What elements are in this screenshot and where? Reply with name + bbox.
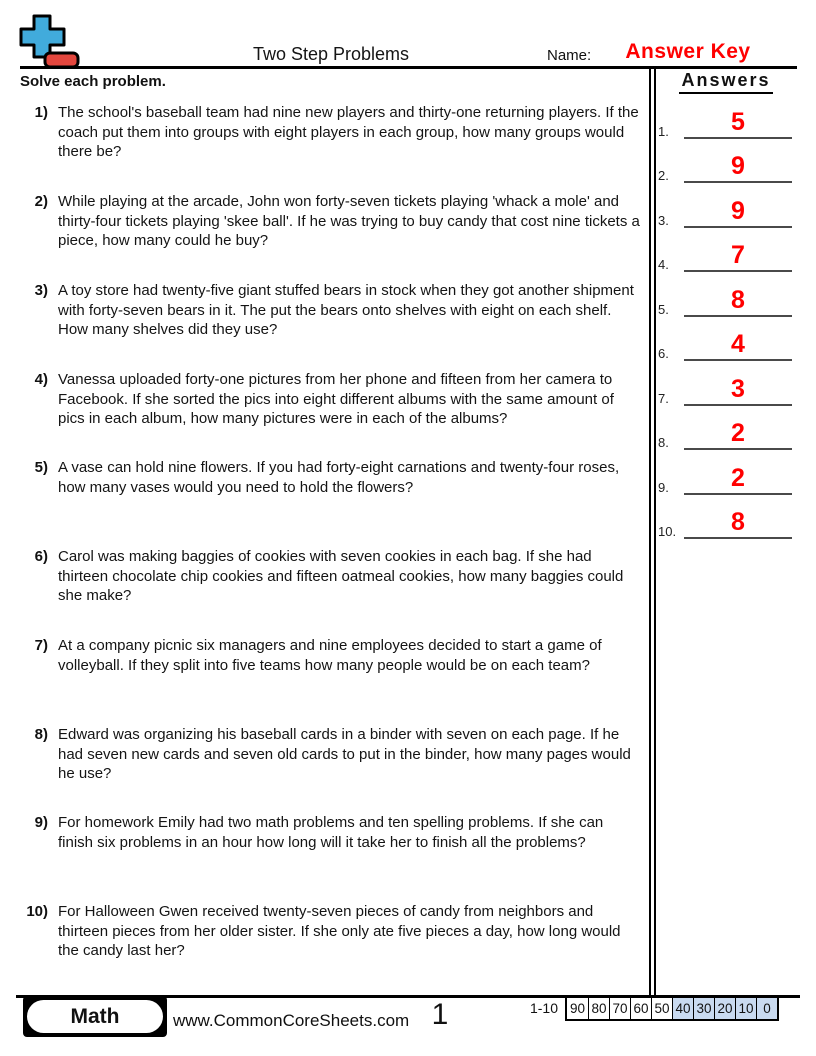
answer-key-text: Answer Key: [625, 40, 751, 63]
plus-minus-logo-icon: [18, 12, 82, 72]
answer-number: 1.: [658, 124, 669, 139]
problem-text: For Halloween Gwen received twenty-seven pieces of candy from neighbors and thirteen pieces from her older sister. If she only ate five pieces a day, how long would the candy last her?: [58, 903, 621, 959]
header-rule: [20, 66, 797, 69]
answer-row-9: [658, 465, 792, 495]
score-cell: 50: [651, 998, 672, 1019]
answer-value: 9: [731, 152, 745, 180]
problem-number: 5): [34, 459, 48, 476]
answer-number: 2.: [658, 168, 669, 183]
answer-row-6: [658, 331, 792, 361]
answer-row-2: [658, 153, 792, 183]
answer-value: 8: [731, 286, 745, 314]
answer-value: 2: [731, 464, 745, 492]
subject-label: Math: [27, 1000, 163, 1033]
answer-blank-line: [684, 110, 792, 139]
page-number: 1: [431, 998, 449, 1031]
answers-column-divider: [649, 67, 656, 996]
answer-value: 2: [731, 419, 745, 447]
problem-text: The school's baseball team had nine new players and thirty-one returning players. If the coach put them into groups with eight players in each group, how many groups would there be?: [58, 104, 639, 160]
problem-text: Vanessa uploaded forty-one pictures from her phone and fifteen from her camera to Facebook. If she sorted the pics into eight different albums with the same amount of pics in each album, how many pictures were in each of the albums?: [58, 371, 614, 427]
answer-blank-line: [684, 510, 792, 539]
problem-text: At a company picnic six managers and nine employees decided to start a game of volleyball. If they split into five teams how many people would be on each team?: [58, 637, 602, 674]
score-cell: 40: [672, 998, 693, 1019]
answer-row-4: [658, 242, 792, 272]
problem-number: 10): [26, 903, 48, 920]
name-label: Name:: [547, 47, 592, 64]
problem-text: For homework Emily had two math problems and ten spelling problems. If she can finish six problems in an hour how long will it take her to finish all the problems?: [58, 814, 604, 851]
answer-blank-line: [684, 199, 792, 228]
score-cell: 10: [735, 998, 756, 1019]
answers-heading: Answers: [655, 70, 797, 91]
answer-blank-line: [684, 332, 792, 361]
problem-text: A vase can hold nine flowers. If you had forty-eight carnations and twenty-four roses, how many vases would you need to hold the flowers?: [58, 459, 620, 496]
problem-number: 2): [34, 193, 48, 210]
problem-4: [20, 370, 642, 429]
answer-row-3: [658, 198, 792, 228]
answer-blank-line: [684, 154, 792, 183]
score-cell: 90: [569, 1001, 586, 1016]
score-cell: 0: [756, 998, 777, 1019]
problem-text: Edward was organizing his baseball cards in a binder with seven on each page. If he had seven new cards and seven old cards to put in the binder, how many pages would he use?: [58, 726, 631, 782]
problem-text: Carol was making baggies of cookies with seven cookies in each bag. If she had thirteen chocolate chip cookies and fifteen oatmeal cookies, how many baggies could she make?: [58, 548, 624, 604]
answer-row-10: [658, 509, 792, 539]
problem-number: 7): [34, 637, 48, 654]
problem-8: [20, 725, 642, 784]
score-cell: 60: [630, 998, 651, 1019]
answer-number: 3.: [658, 213, 669, 228]
score-range-label: 1-10: [529, 1000, 558, 1016]
website-url: www.CommonCoreSheets.com: [173, 1011, 410, 1030]
problem-9: [20, 813, 642, 852]
instruction-text: Solve each problem.: [20, 73, 166, 90]
answer-value: 8: [731, 508, 745, 536]
problem-6: [20, 547, 642, 606]
answer-value: 9: [731, 197, 745, 225]
problem-3: [20, 281, 642, 340]
problem-1: [20, 103, 642, 162]
answer-value: 5: [731, 108, 745, 136]
answer-blank-line: [684, 243, 792, 272]
problem-10: [20, 902, 642, 961]
problem-number: 3): [34, 282, 48, 299]
answer-number: 7.: [658, 391, 669, 406]
worksheet-title: Two Step Problems: [252, 44, 410, 64]
answer-value: 4: [731, 330, 745, 358]
score-cell: 70: [609, 998, 630, 1019]
score-cell: 20: [714, 998, 735, 1019]
answer-number: 9.: [658, 480, 669, 495]
answer-blank-line: [684, 421, 792, 450]
score-cell: 80: [588, 998, 609, 1019]
score-cell: 30: [693, 998, 714, 1019]
problem-text: A toy store had twenty-five giant stuffed bears in stock when they got another shipment with forty-seven bears in it. The put the bears onto shelves with eight on each shelf. How many shelves did they use?: [58, 282, 634, 338]
answer-blank-line: [684, 466, 792, 495]
answer-number: 8.: [658, 435, 669, 450]
answer-value: 7: [731, 241, 745, 269]
answer-number: 6.: [658, 346, 669, 361]
problem-number: 9): [34, 814, 48, 831]
answer-row-8: [658, 420, 792, 450]
problem-5: [20, 458, 642, 497]
answer-number: 4.: [658, 257, 669, 272]
problem-number: 4): [34, 371, 48, 388]
problem-number: 8): [34, 726, 48, 743]
subject-badge: [23, 996, 167, 1037]
answer-blank-line: [684, 288, 792, 317]
answer-row-5: [658, 287, 792, 317]
answer-number: 10.: [658, 524, 677, 539]
problem-number: 1): [34, 104, 48, 121]
problem-7: [20, 636, 642, 675]
problem-2: [20, 192, 642, 251]
answer-value: 3: [731, 375, 745, 403]
answer-number: 5.: [658, 302, 669, 317]
grading-scale-table: [565, 996, 779, 1021]
problem-text: While playing at the arcade, John won forty-seven tickets playing 'whack a mole' and thirty-four tickets playing 'skee ball'. If he was trying to buy candy that cost nine tickets a piece, how many could he buy?: [58, 193, 640, 249]
problem-number: 6): [34, 548, 48, 565]
answer-row-7: [658, 376, 792, 406]
answer-row-1: [658, 109, 792, 139]
answer-blank-line: [684, 377, 792, 406]
